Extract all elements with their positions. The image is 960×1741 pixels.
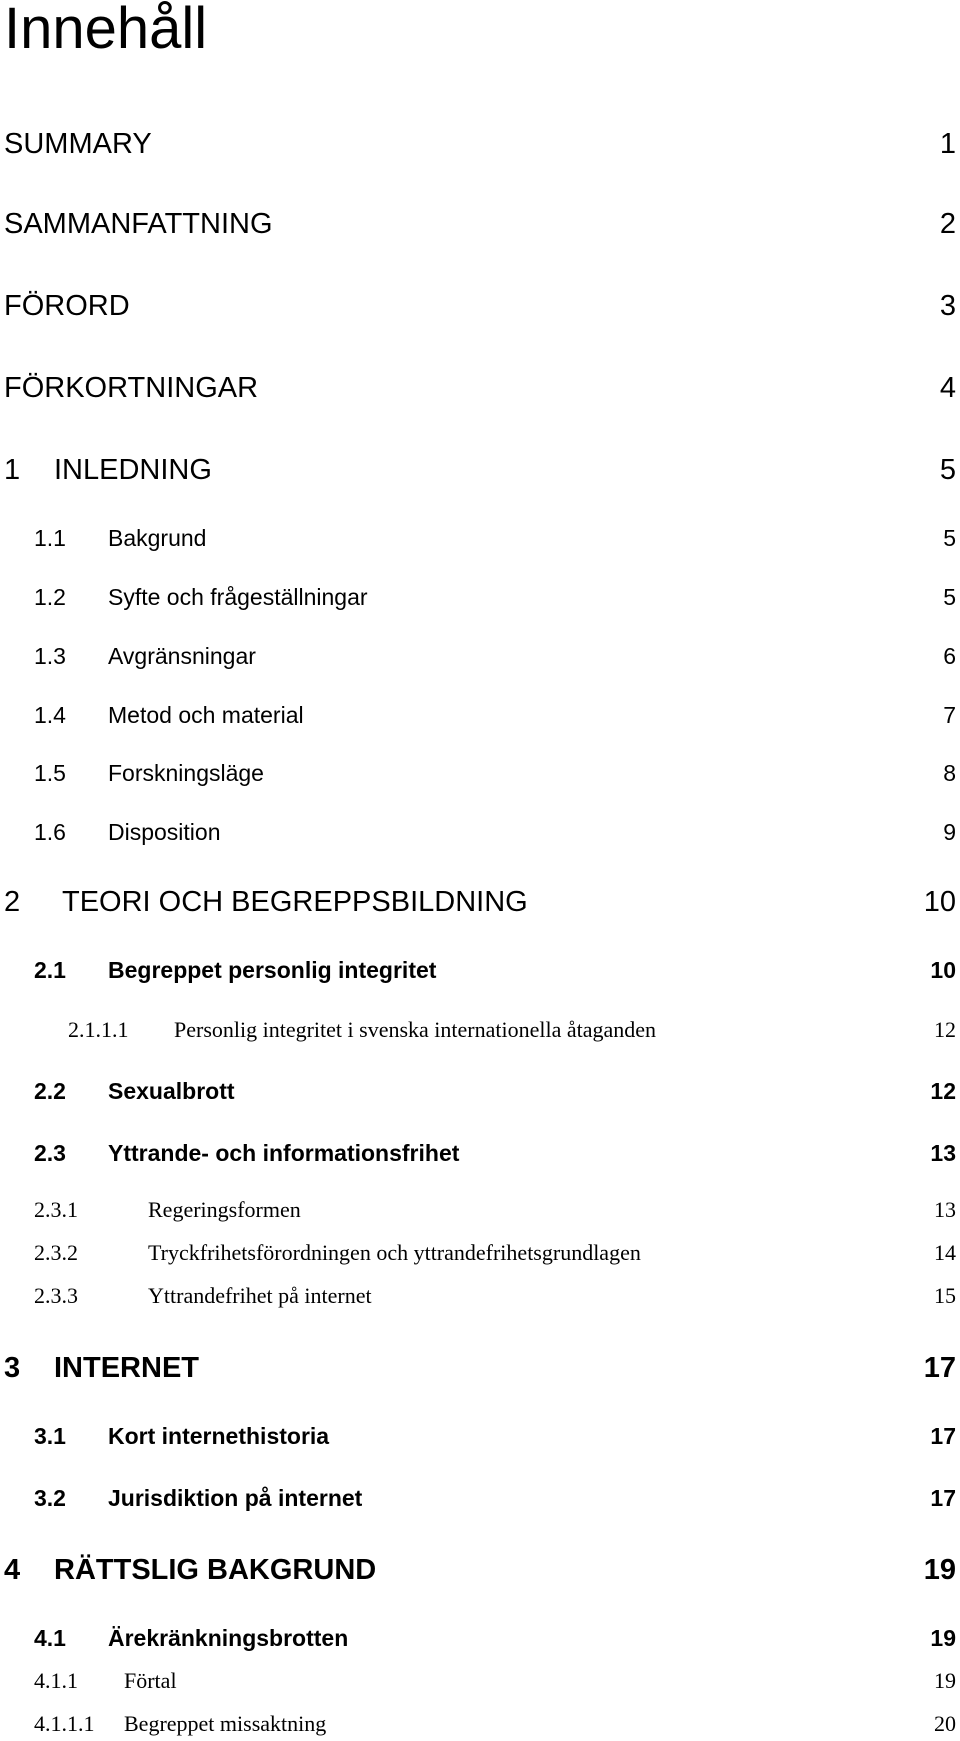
toc-entry-page: 15 (934, 1283, 956, 1308)
toc-entry-title: Begreppet missaktning (124, 1711, 327, 1736)
toc-entry-page: 17 (930, 1423, 956, 1449)
toc-entry-title: Förtal (124, 1668, 177, 1693)
toc-entry-number: 2.3.2 (34, 1240, 78, 1265)
toc-subsection-2-3-1[interactable] (0, 1193, 960, 1227)
page-title: Innehåll (4, 0, 208, 61)
toc-entry-title: SAMMANFATTNING (4, 208, 273, 240)
toc-entry-page: 13 (930, 1140, 956, 1166)
toc-entry-page: 2 (939, 208, 956, 240)
toc-entry-title: Forskningsläge (108, 760, 264, 786)
toc-entry-number: 1.5 (34, 760, 66, 786)
toc-entry-number: 4.1.1 (34, 1668, 78, 1693)
toc-chapter-3[interactable] (0, 1351, 960, 1385)
toc-entry-page: 12 (934, 1017, 956, 1042)
toc-entry-page: 5 (943, 584, 956, 610)
toc-entry-title: Ärekränkningsbrotten (108, 1625, 349, 1651)
toc-entry-page: 19 (934, 1668, 956, 1693)
toc-entry-title: TEORI OCH BEGREPPSBILDNING (62, 886, 528, 918)
toc-entry-number: 3.1 (34, 1423, 66, 1449)
toc-entry-title: Bakgrund (108, 525, 207, 551)
toc-entry-page: 9 (943, 819, 956, 845)
toc-entry-number: 1 (4, 454, 21, 486)
toc-entry-number: 2.3 (34, 1140, 66, 1166)
toc-entry-title: Yttrande- och informationsfrihet (108, 1140, 460, 1166)
toc-entry-number: 3 (4, 1352, 21, 1384)
toc-subsection-4-1-1-1[interactable] (0, 1707, 960, 1741)
toc-entry-page: 17 (923, 1352, 956, 1384)
toc-entry-summary[interactable] (0, 127, 960, 161)
toc-entry-page: 6 (943, 643, 956, 669)
toc-entry-forkortningar[interactable] (0, 371, 960, 405)
toc-entry-title: Jurisdiktion på internet (108, 1485, 363, 1511)
toc-entry-number: 4.1 (34, 1625, 66, 1651)
toc-subsection-2-3-3[interactable] (0, 1279, 960, 1313)
toc-entry-forord[interactable] (0, 289, 960, 323)
toc-entry-number: 2.1.1.1 (68, 1017, 129, 1042)
toc-entry-number: 2.3.1 (34, 1197, 78, 1222)
toc-entry-page: 13 (934, 1197, 956, 1222)
toc-section-4-1[interactable] (0, 1621, 960, 1655)
toc-entry-title: Yttrandefrihet på internet (148, 1283, 372, 1308)
toc-entry-title: Syfte och frågeställningar (108, 584, 368, 610)
toc-section-1-5[interactable] (0, 756, 960, 790)
toc-chapter-2[interactable] (0, 885, 960, 919)
toc-entry-number: 2 (4, 886, 21, 918)
toc-entry-number: 4 (4, 1554, 21, 1586)
toc-entry-title: Begreppet personlig integritet (108, 957, 437, 983)
toc-entry-page: 19 (930, 1625, 956, 1651)
toc-entry-title: Metod och material (108, 702, 304, 728)
toc-entry-page: 4 (939, 372, 956, 404)
toc-subsection-4-1-1[interactable] (0, 1664, 960, 1698)
toc-entry-title: INTERNET (54, 1352, 199, 1384)
toc-entry-title: SUMMARY (4, 128, 152, 160)
toc-entry-number: 1.1 (34, 525, 66, 551)
toc-section-1-6[interactable] (0, 815, 960, 849)
toc-entry-page: 10 (930, 957, 956, 983)
toc-section-1-3[interactable] (0, 639, 960, 673)
toc-entry-number: 1.2 (34, 584, 66, 610)
toc-entry-number: 3.2 (34, 1485, 66, 1511)
toc-entry-number: 2.3.3 (34, 1283, 78, 1308)
toc-entry-title: FÖRORD (4, 290, 130, 322)
toc-section-1-4[interactable] (0, 698, 960, 732)
toc-section-1-1[interactable] (0, 521, 960, 555)
toc-entry-page: 7 (943, 702, 956, 728)
toc-entry-title: Disposition (108, 819, 221, 845)
toc-entry-page: 20 (934, 1711, 956, 1736)
toc-section-2-1[interactable] (0, 953, 960, 987)
toc-entry-page: 5 (939, 454, 956, 486)
toc-entry-page: 12 (930, 1078, 956, 1104)
toc-entry-title: Kort internethistoria (108, 1423, 330, 1449)
toc-entry-number: 4.1.1.1 (34, 1711, 95, 1736)
toc-entry-page: 3 (939, 290, 956, 322)
toc-chapter-1[interactable] (0, 453, 960, 487)
toc-section-3-1[interactable] (0, 1419, 960, 1453)
toc-entry-page: 17 (930, 1485, 956, 1511)
toc-entry-page: 14 (934, 1240, 956, 1265)
toc-entry-title: INLEDNING (54, 454, 212, 486)
toc-entry-sammanfattning[interactable] (0, 207, 960, 241)
toc-section-2-2[interactable] (0, 1074, 960, 1108)
toc-subsection-2-1-1-1[interactable] (0, 1013, 960, 1047)
toc-entry-page: 8 (943, 760, 956, 786)
toc-entry-page: 10 (923, 886, 956, 918)
toc-entry-page: 5 (943, 525, 956, 551)
toc-subsection-2-3-2[interactable] (0, 1236, 960, 1270)
toc-entry-title: Avgränsningar (108, 643, 256, 669)
toc-entry-title: Tryckfrihetsförordningen och yttrandefrihetsgrundlagen (148, 1240, 641, 1265)
toc-entry-title: Sexualbrott (108, 1078, 235, 1104)
toc-section-3-2[interactable] (0, 1481, 960, 1515)
toc-entry-title: Personlig integritet i svenska internationella åtaganden (174, 1017, 657, 1042)
toc-entry-title: RÄTTSLIG BAKGRUND (54, 1554, 377, 1586)
toc-entry-title: FÖRKORTNINGAR (4, 372, 259, 404)
toc-entry-number: 2.1 (34, 957, 66, 983)
toc-entry-page: 19 (923, 1554, 956, 1586)
toc-chapter-4[interactable] (0, 1553, 960, 1587)
toc-entry-title: Regeringsformen (148, 1197, 301, 1222)
toc-entry-number: 1.4 (34, 702, 66, 728)
toc-entry-number: 1.6 (34, 819, 66, 845)
toc-entry-number: 1.3 (34, 643, 66, 669)
toc-section-1-2[interactable] (0, 580, 960, 614)
toc-section-2-3[interactable] (0, 1136, 960, 1170)
toc-entry-number: 2.2 (34, 1078, 66, 1104)
toc-entry-page: 1 (939, 128, 956, 160)
